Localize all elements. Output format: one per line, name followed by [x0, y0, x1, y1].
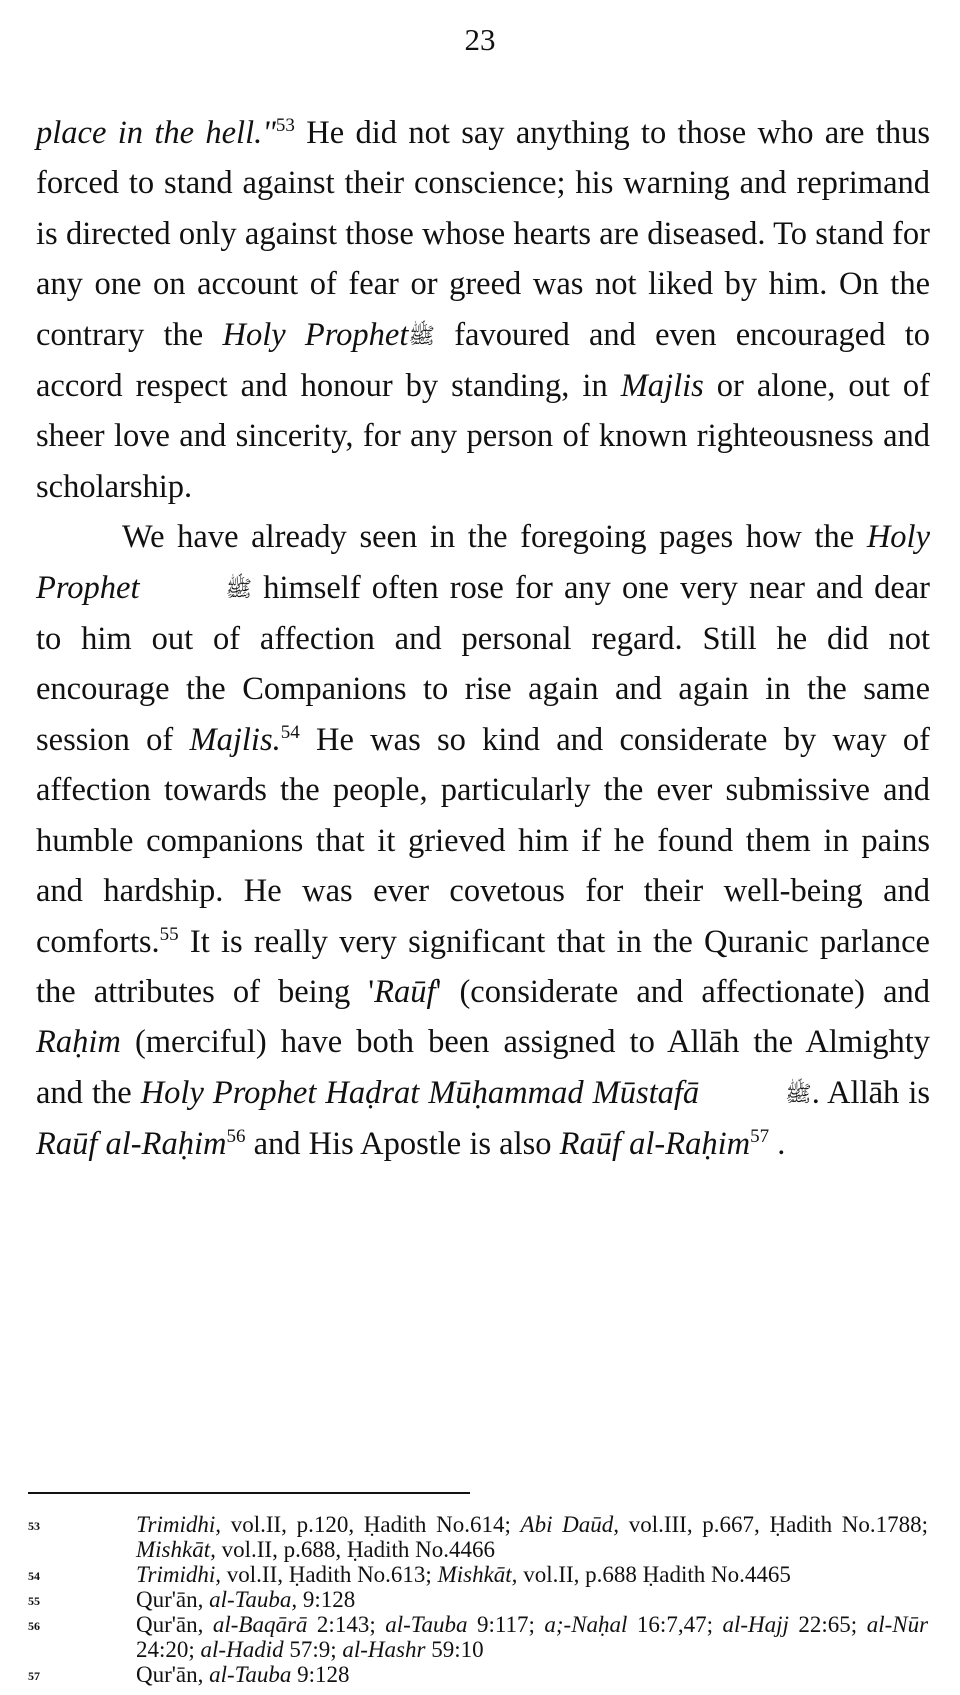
- italic-text: Mishkāt,: [136, 1537, 216, 1562]
- text-run: vol.II, p.688 Ḥadith No.4465: [517, 1562, 791, 1587]
- footnote-ref: 57: [750, 1126, 770, 1148]
- text-run: vol.II, Ḥadith No.613;: [221, 1562, 438, 1587]
- text-run: Qur'ān,: [136, 1612, 213, 1637]
- body-text: [36, 108, 930, 1170]
- text-run: He did not say anything to those who are thus forced to stand against their conscience; his warning and reprimand is directed only against those whose hearts are diseased. To stand for any one on account of fear or greed was not liked by him. On the contrary the: [36, 115, 930, 353]
- footnote-number: 55: [28, 1594, 40, 1608]
- italic-text: Trimidhi,: [136, 1562, 222, 1587]
- text-run: .: [769, 1126, 786, 1163]
- text-run: ' (considerate and affectionate) and: [435, 973, 930, 1010]
- text-run: It is really very significant that in the Quranic parlance the attributes of being ': [36, 923, 930, 1010]
- footnote-ref: 56: [226, 1126, 246, 1148]
- italic-text: Holy Prophet Haḍrat Mūḥammad Mūstafā: [140, 1074, 700, 1111]
- footnote-text: [136, 1612, 928, 1662]
- footnote-number: 56: [28, 1619, 40, 1633]
- page-number: 23: [464, 22, 496, 57]
- italic-text: al-Hajj: [722, 1612, 789, 1637]
- footnote-text: [136, 1587, 928, 1612]
- text-run: Qur'ān,: [136, 1662, 210, 1687]
- text-run: vol.III, p.667, Ḥadith No.1788;: [619, 1512, 929, 1537]
- text-run: 2:143;: [307, 1612, 386, 1637]
- footnote-number: 54: [28, 1569, 40, 1583]
- text-run: 24:20;: [136, 1637, 201, 1662]
- italic-text: place in the hell.": [36, 115, 276, 151]
- italic-text: al-Nūr: [866, 1612, 929, 1637]
- text-run: vol.II, p.120, Ḥadith No.614;: [221, 1512, 521, 1537]
- paragraph-1: [36, 108, 930, 512]
- italic-text: Raūf: [374, 973, 436, 1010]
- footnote-text: [136, 1662, 928, 1687]
- footnote-rule: [28, 1492, 470, 1494]
- text-run: 22:65;: [788, 1612, 867, 1637]
- italic-text: al-Baqārā: [212, 1612, 308, 1637]
- italic-text: Raūf al-Raḥim: [36, 1126, 227, 1163]
- footnote-text: [136, 1512, 928, 1562]
- text-run: Qur'ān,: [136, 1587, 210, 1612]
- text-run: He was so kind and considerate by way of affection towards the people, particularly the ever submissive and humble companions that it grieved him if he found them in pains and hardship. He was ever covetous for their well-being and comforts.: [36, 721, 930, 960]
- italic-text: Mishkāt,: [437, 1562, 518, 1587]
- honorific-symbol: ﷺ: [225, 575, 253, 601]
- italic-text: al-Tauba: [385, 1612, 468, 1637]
- italic-text: Majlis: [620, 368, 704, 405]
- footnote-55: [28, 1587, 928, 1612]
- footnote-ref: 55: [159, 923, 179, 945]
- footnote-57: [28, 1662, 928, 1687]
- footnote-53: [28, 1512, 928, 1562]
- text-run: 16:7,47;: [627, 1612, 723, 1637]
- text-run: vol.II, p.688, Ḥadith No.4466: [215, 1537, 496, 1562]
- text-run: We have already seen in the foregoing pages how the: [122, 519, 867, 556]
- footnote-number: 53: [28, 1519, 40, 1533]
- text-run: 9:128: [291, 1662, 350, 1687]
- italic-text: Raḥim: [36, 1024, 121, 1061]
- text-run: (merciful) have both been assigned to Allāh the Almighty and the: [36, 1024, 930, 1111]
- honorific-symbol: ﷺ: [408, 322, 435, 348]
- italic-text: al-Hashr: [342, 1637, 426, 1662]
- text-run: or alone, out of sheer love and sincerity, for any person of known righteousness and scholarship.: [36, 368, 930, 505]
- footnote-text: [136, 1562, 928, 1587]
- text-run: 9:117;: [467, 1612, 545, 1637]
- italic-text: a;-Naḥal: [544, 1612, 628, 1637]
- text-run: 59:10: [425, 1637, 484, 1662]
- italic-text: Abi Daūd,: [520, 1512, 620, 1537]
- text-run: favoured and even encouraged to accord respect and honour by standing, in: [36, 316, 930, 405]
- text-run: himself often rose for any one very near and dear to him out of affection and personal regard. Still he did not encourage the Companions to rise again and again in the same session of: [36, 569, 930, 758]
- footnote-ref: 54: [280, 721, 300, 743]
- honorific-symbol: ﷺ: [785, 1080, 812, 1106]
- italic-text: Trimidhi,: [136, 1512, 222, 1537]
- text-run: 9:128: [297, 1587, 356, 1612]
- footnote-ref: 53: [275, 115, 295, 136]
- paragraph-2: [36, 512, 930, 1169]
- italic-text: Holy Prophet: [36, 519, 930, 606]
- footnote-number: 57: [28, 1669, 40, 1683]
- italic-text: Majlis.: [189, 721, 281, 758]
- italic-text: Raūf al-Raḥim: [559, 1126, 751, 1163]
- footnotes: [28, 1512, 928, 1687]
- text-run: . Allāh is: [811, 1074, 930, 1111]
- italic-text: al-Tauba: [209, 1662, 292, 1687]
- italic-text: Holy Prophet: [222, 316, 409, 353]
- footnote-56: [28, 1612, 928, 1662]
- footnote-54: [28, 1562, 928, 1587]
- text-run: 57:9;: [283, 1637, 343, 1662]
- text-run: and His Apostle is also: [245, 1126, 560, 1163]
- italic-text: al-Hadid: [200, 1637, 284, 1662]
- italic-text: al-Tauba,: [209, 1587, 298, 1612]
